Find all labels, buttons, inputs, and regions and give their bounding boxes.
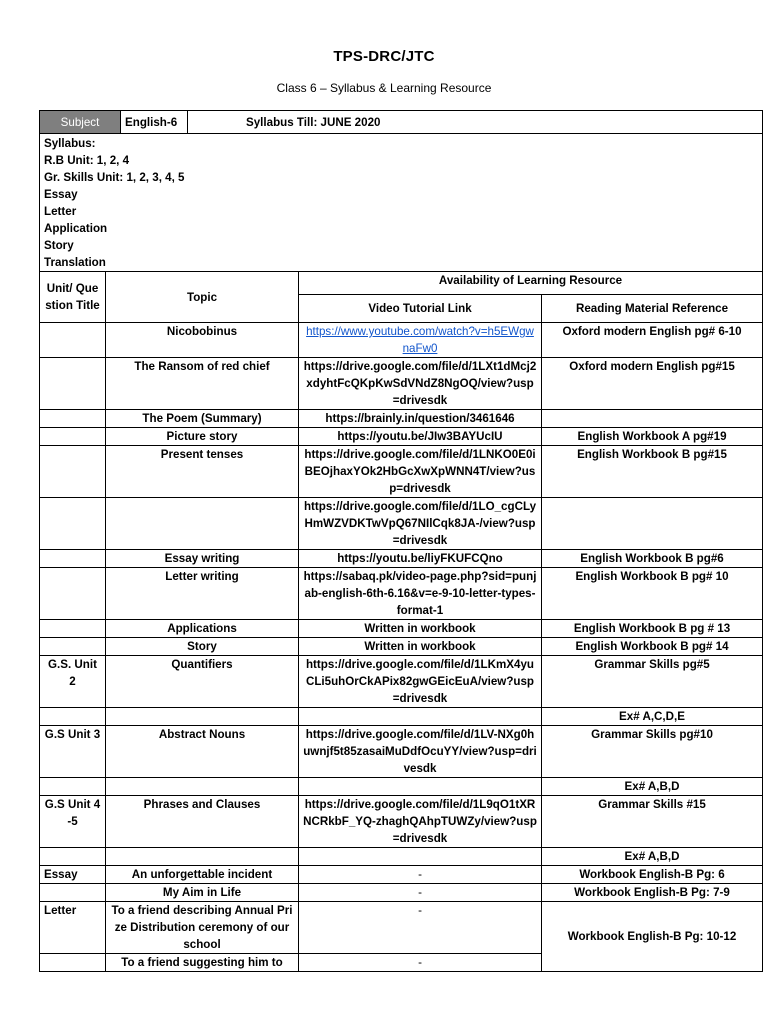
cell-video[interactable]: https://drive.google.com/file/d/1LO_cgCLyHmWZVDKTwVpQ67NIlCqk8JA-/view?usp=drivesdk bbox=[299, 498, 542, 550]
col-header-availability: Availability of Learning Resource bbox=[299, 272, 763, 295]
subject-row bbox=[40, 111, 763, 134]
table-row bbox=[40, 446, 763, 498]
cell-unit: G.S Unit 4-5 bbox=[40, 796, 106, 848]
cell-video[interactable]: https://brainly.in/question/3461646 bbox=[299, 410, 542, 428]
cell-topic: To a friend suggesting him to bbox=[106, 954, 299, 972]
table-row bbox=[40, 884, 763, 902]
cell-topic: Essay writing bbox=[106, 550, 299, 568]
cell-video: - bbox=[299, 902, 542, 954]
table-row bbox=[40, 498, 763, 550]
cell-reading: Grammar Skills #15 bbox=[542, 796, 763, 848]
cell-reading: English Workbook B pg#6 bbox=[542, 550, 763, 568]
table-row bbox=[40, 796, 763, 848]
document-title: TPS-DRC/JTC bbox=[333, 48, 435, 65]
table-row bbox=[40, 656, 763, 708]
cell-topic: Story bbox=[106, 638, 299, 656]
cell-video[interactable]: https://drive.google.com/file/d/1L9qO1tXRNCRkbF_YQ-zhaghQAhpTUWZy/view?usp=drivesdk bbox=[299, 796, 542, 848]
table-row bbox=[40, 410, 763, 428]
cell-unit bbox=[40, 446, 106, 498]
cell-topic: Applications bbox=[106, 620, 299, 638]
cell-unit bbox=[40, 884, 106, 902]
table-row bbox=[40, 848, 763, 866]
col-header-unit: Unit/ Question Title bbox=[40, 272, 106, 323]
video-link[interactable]: https://www.youtube.com/watch?v=h5EWgwnaFw0 bbox=[306, 325, 534, 355]
syllabus-line: Letter bbox=[44, 205, 77, 218]
cell-topic: To a friend describing Annual Prize Distribution ceremony of our school bbox=[106, 902, 299, 954]
cell-unit bbox=[40, 638, 106, 656]
cell-video[interactable]: https://youtu.be/liyFKUFCQno bbox=[299, 550, 542, 568]
cell-video[interactable]: https://drive.google.com/file/d/1LXt1dMcj2xdyhtFcQKpKwSdVNdZ8NgOQ/view?usp=drivesdk bbox=[299, 358, 542, 410]
subject-value: English-6 bbox=[121, 111, 188, 133]
cell-reading: Workbook English-B Pg: 10-12 bbox=[542, 902, 763, 972]
cell-unit bbox=[40, 778, 106, 796]
cell-unit bbox=[40, 954, 106, 972]
syllabus-line: Gr. Skills Unit: 1, 2, 3, 4, 5 bbox=[44, 171, 185, 184]
table-row bbox=[40, 778, 763, 796]
cell-topic: The Poem (Summary) bbox=[106, 410, 299, 428]
cell-unit bbox=[40, 708, 106, 726]
cell-video bbox=[299, 848, 542, 866]
cell-topic: Phrases and Clauses bbox=[106, 796, 299, 848]
cell-unit: Letter bbox=[40, 902, 106, 954]
cell-topic: Nicobobinus bbox=[106, 323, 299, 358]
cell-topic bbox=[106, 498, 299, 550]
cell-reading: Workbook English-B Pg: 6 bbox=[542, 866, 763, 884]
cell-reading: Ex# A,B,D bbox=[542, 848, 763, 866]
syllabus-line: Story bbox=[44, 239, 74, 252]
syllabus-line: R.B Unit: 1, 2, 4 bbox=[44, 154, 130, 167]
cell-reading: English Workbook B pg#15 bbox=[542, 446, 763, 498]
cell-video[interactable]: https://drive.google.com/file/d/1LV-NXg0huwnjf5t85zasaiMuDdfOcuYY/view?usp=drivesdk bbox=[299, 726, 542, 778]
cell-reading: English Workbook B pg# 10 bbox=[542, 568, 763, 620]
cell-unit bbox=[40, 498, 106, 550]
cell-video[interactable]: https://sabaq.pk/video-page.php?sid=punjab-english-6th-6.16&v=e-9-10-letter-types-format-1 bbox=[299, 568, 542, 620]
cell-unit bbox=[40, 358, 106, 410]
cell-topic: Letter writing bbox=[106, 568, 299, 620]
cell-topic: Quantifiers bbox=[106, 656, 299, 708]
cell-unit: G.S Unit 3 bbox=[40, 726, 106, 778]
table-row bbox=[40, 620, 763, 638]
cell-video: Written in workbook bbox=[299, 620, 542, 638]
cell-topic: My Aim in Life bbox=[106, 884, 299, 902]
cell-reading: Oxford modern English pg#15 bbox=[542, 358, 763, 410]
cell-topic: The Ransom of red chief bbox=[106, 358, 299, 410]
cell-unit bbox=[40, 410, 106, 428]
cell-video: - bbox=[299, 866, 542, 884]
cell-unit bbox=[40, 323, 106, 358]
document-subtitle: Class 6 – Syllabus & Learning Resource bbox=[276, 81, 492, 95]
cell-unit bbox=[40, 428, 106, 446]
syllabus-line: Essay bbox=[44, 188, 78, 201]
table-row bbox=[40, 726, 763, 778]
table-row bbox=[40, 638, 763, 656]
cell-reading: English Workbook A pg#19 bbox=[542, 428, 763, 446]
table-row bbox=[40, 428, 763, 446]
cell-topic bbox=[106, 848, 299, 866]
syllabus-list bbox=[40, 134, 763, 272]
cell-unit: G.S. Unit 2 bbox=[40, 656, 106, 708]
cell-topic bbox=[106, 708, 299, 726]
syllabus-line: Application bbox=[44, 222, 108, 235]
table-row bbox=[40, 708, 763, 726]
cell-unit bbox=[40, 620, 106, 638]
cell-topic: Present tenses bbox=[106, 446, 299, 498]
cell-reading: Ex# A,B,D bbox=[542, 778, 763, 796]
cell-topic bbox=[106, 778, 299, 796]
cell-reading: Grammar Skills pg#5 bbox=[542, 656, 763, 708]
cell-video[interactable]: https://youtu.be/JIw3BAYUcIU bbox=[299, 428, 542, 446]
cell-reading bbox=[542, 498, 763, 550]
syllabus-till: Syllabus Till: JUNE 2020 bbox=[246, 115, 381, 129]
subject-label: Subject bbox=[40, 111, 121, 133]
table-row bbox=[40, 358, 763, 410]
col-header-topic: Topic bbox=[106, 272, 299, 323]
cell-topic: Picture story bbox=[106, 428, 299, 446]
cell-unit bbox=[40, 550, 106, 568]
cell-video[interactable]: https://drive.google.com/file/d/1LKmX4yuCLi5uhOrCkAPix82gwGEicEuA/view?usp=drivesdk bbox=[299, 656, 542, 708]
cell-reading: English Workbook B pg # 13 bbox=[542, 620, 763, 638]
table-row bbox=[40, 568, 763, 620]
syllabus-row bbox=[40, 134, 763, 272]
cell-video bbox=[299, 323, 542, 358]
cell-video bbox=[299, 778, 542, 796]
cell-unit bbox=[40, 568, 106, 620]
cell-reading bbox=[542, 410, 763, 428]
cell-reading: Ex# A,C,D,E bbox=[542, 708, 763, 726]
cell-unit: Essay bbox=[40, 866, 106, 884]
table-row bbox=[40, 550, 763, 568]
column-header-row bbox=[40, 272, 763, 295]
cell-reading: Grammar Skills pg#10 bbox=[542, 726, 763, 778]
syllabus-table bbox=[39, 110, 763, 972]
cell-reading: Oxford modern English pg# 6-10 bbox=[542, 323, 763, 358]
cell-video: - bbox=[299, 954, 542, 972]
cell-reading: English Workbook B pg# 14 bbox=[542, 638, 763, 656]
syllabus-line: Syllabus: bbox=[44, 137, 96, 150]
cell-video: - bbox=[299, 884, 542, 902]
table-row bbox=[40, 866, 763, 884]
cell-unit bbox=[40, 848, 106, 866]
col-header-video: Video Tutorial Link bbox=[299, 295, 542, 323]
cell-topic: Abstract Nouns bbox=[106, 726, 299, 778]
cell-reading: Workbook English-B Pg: 7-9 bbox=[542, 884, 763, 902]
cell-video[interactable]: https://drive.google.com/file/d/1LNKO0E0iBEOjhaxYOk2HbGcXwXpWNN4T/view?usp=drivesdk bbox=[299, 446, 542, 498]
cell-topic: An unforgettable incident bbox=[106, 866, 299, 884]
syllabus-line: Translation bbox=[44, 256, 106, 269]
table-row bbox=[40, 323, 763, 358]
cell-video: Written in workbook bbox=[299, 638, 542, 656]
col-header-reading: Reading Material Reference bbox=[542, 295, 763, 323]
table-row bbox=[40, 902, 763, 954]
cell-video bbox=[299, 708, 542, 726]
